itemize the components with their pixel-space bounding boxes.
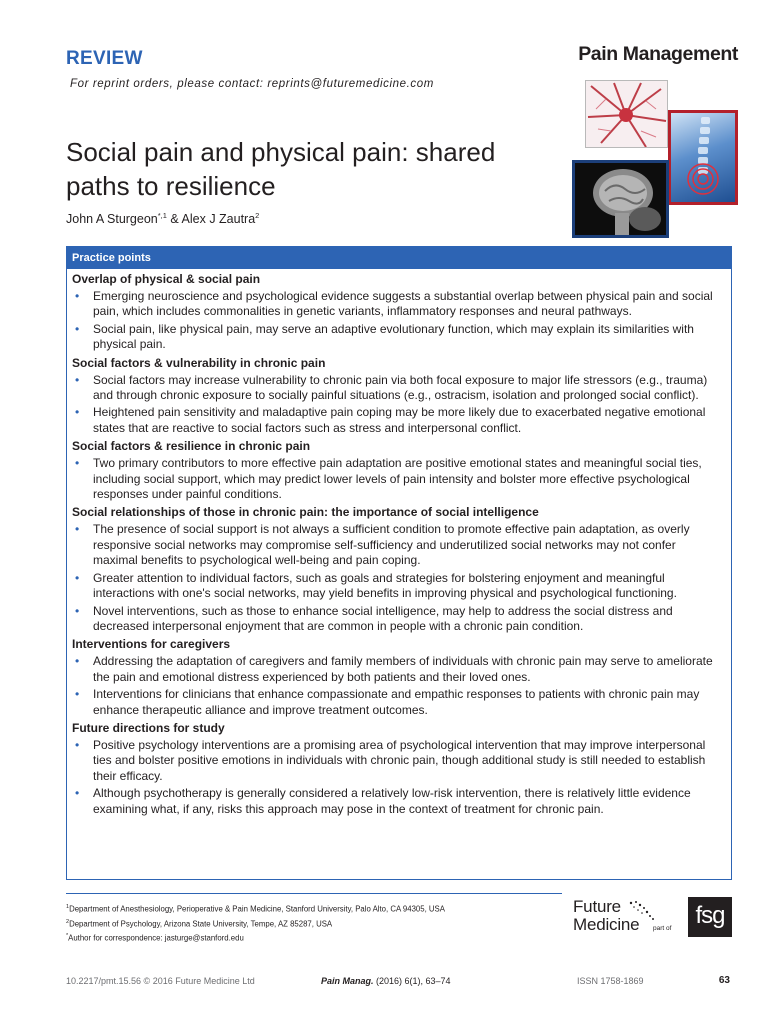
footer-doi: 10.2217/pmt.15.56 © 2016 Future Medicine Ltd [66, 976, 255, 986]
footer-issn: ISSN 1758-1869 [577, 976, 644, 986]
author-affiliation-mark: *,1 [157, 211, 167, 220]
cover-image-spine [668, 110, 738, 205]
author-name: Alex J Zautra [181, 212, 256, 227]
bullet-icon: • [75, 456, 80, 471]
footnote-divider [66, 893, 562, 894]
footnote-text: Author for correspondence: jasturge@stanford.edu [68, 933, 244, 943]
bullet-text: Positive psychology interventions are a promising area of psychological intervention that may improve interpersonal ties and bolster positive emotions in individuals with chronic pain, though additional study is still needed to establish their efficacy. [93, 737, 706, 783]
section-heading: Interventions for caregivers [72, 637, 231, 652]
article-title: Social pain and physical pain: shared paths to resilience [66, 137, 496, 201]
bullet-icon: • [75, 372, 80, 387]
bullet-item [72, 373, 723, 404]
logo-word-future: Future [573, 897, 621, 916]
bullet-icon: • [75, 654, 80, 669]
footnote-text: Department of Anesthesiology, Perioperative & Pain Medicine, Stanford University, Palo Alto, CA 94305, USA [69, 904, 445, 914]
section-heading: Overlap of physical & social pain [72, 272, 261, 286]
footnote-mark: 1 [66, 904, 70, 910]
bullet-item [72, 289, 723, 320]
bullet-item [72, 405, 723, 436]
footnote-mark: 2 [66, 918, 70, 925]
section-heading: Future directions for study [72, 720, 225, 735]
bullet-item [72, 687, 723, 718]
bullet-icon: • [75, 570, 80, 585]
logo-word-medicine: Medicine [573, 915, 640, 934]
bullet-text: Although psychotherapy is generally considered a relatively low-risk intervention, there is relatively little evidence examining what, if any, risks this approach may pose in the context of treatment for chronic pain. [93, 786, 691, 816]
footnote-text: Department of Psychology, Arizona State University, Tempe, AZ 85287, USA [69, 919, 333, 929]
logo-part-of: part of [653, 925, 672, 932]
bullet-item [72, 322, 723, 353]
bullet-icon: • [75, 321, 80, 336]
footer-citation [321, 976, 451, 986]
cover-image-nerve [585, 80, 668, 148]
practice-points-section [67, 272, 731, 353]
future-medicine-logo [573, 897, 683, 939]
fsg-logo: fsg [688, 897, 732, 937]
page-number: 63 [718, 975, 730, 986]
footnote [66, 916, 445, 931]
practice-points-box [66, 246, 732, 880]
footer-citation-details: (2016) 6(1), 63–74 [373, 976, 451, 986]
author-affiliation-mark: 2 [255, 211, 260, 220]
bullet-text: Emerging neuroscience and psychological evidence suggests a substantial overlap between physical pain and social pain, which includes commonalities in genetic variants, inflammatory responses and neural pathways. [93, 289, 713, 319]
bullet-item [72, 456, 723, 502]
bullet-item [72, 522, 723, 568]
footnote [66, 901, 445, 916]
bullet-item [72, 738, 723, 784]
bullet-text: Addressing the adaptation of caregivers and family members of individuals with chronic pain may serve to ameliorate the pain and emotional distress experienced by both patients and their loved ones. [93, 654, 713, 684]
bullet-icon: • [75, 522, 80, 537]
bullet-icon: • [75, 737, 80, 752]
author-separator: & [166, 212, 182, 227]
bullet-item [72, 604, 723, 635]
bullet-text: The presence of social support is not always a sufficient condition to promote effective pain adaptation, as overly responsive social networks may compromise self-sufficiency and underutilized social networks may not confer maximal benefits to psychological well-being and pain coping. [93, 522, 690, 568]
journal-name: Pain Management [578, 43, 738, 65]
bullet-icon: • [75, 603, 80, 618]
footnote-mark: * [66, 933, 69, 940]
section-label: REVIEW [66, 48, 143, 69]
bullet-icon: • [75, 687, 80, 702]
bullet-icon: • [75, 405, 80, 420]
bullet-item [72, 571, 723, 602]
practice-points-section [67, 439, 731, 502]
bullet-icon: • [75, 289, 80, 303]
section-heading: Social factors & resilience in chronic pain [72, 439, 311, 454]
section-heading: Social relationships of those in chronic pain: the importance of social intelligence [72, 505, 539, 520]
practice-points-section [67, 505, 731, 634]
cover-image-brain [572, 160, 669, 238]
bullet-text: Two primary contributors to more effective pain adaptation are positive emotional states and meaningful social ties, including social support, which may predict lower levels of pain intensity and bolster more effective psychological responses under painful conditions. [93, 456, 702, 502]
bullet-item [72, 654, 723, 685]
bullet-text: Social pain, like physical pain, may serve an adaptive evolutionary function, which may explain its similarities with physical pain. [93, 321, 694, 352]
author-list [66, 211, 259, 226]
practice-points-section [67, 637, 731, 718]
author-name: John A Sturgeon [66, 212, 158, 227]
bullet-text: Interventions for clinicians that enhance compassionate and empathic responses to patients with chronic pain may enhance therapeutic alliance and improve treatment outcomes. [93, 687, 700, 717]
footnotes [66, 901, 445, 945]
footer-journal-abbrev: Pain Manag. [321, 976, 374, 986]
practice-points-section [67, 356, 731, 437]
bullet-text: Greater attention to individual factors, such as goals and strategies for bolstering enjoyment and meaningful interactions with one's social networks, may yield benefits in improving physical and psychological functioning. [93, 570, 677, 601]
section-heading: Social factors & vulnerability in chronic pain [72, 355, 326, 370]
bullet-item [72, 786, 723, 817]
bullet-icon: • [75, 786, 80, 801]
bullet-text: Novel interventions, such as those to enhance social intelligence, may help to address the social distress and decreased interpersonal enjoyment that are common in people with a chronic pain condition. [93, 603, 673, 633]
practice-points-header: Practice points [67, 247, 731, 269]
footnote [66, 930, 445, 945]
practice-points-section [67, 721, 731, 817]
bullet-text: Social factors may increase vulnerability to chronic pain via both focal exposure to major life stressors (e.g., trauma) and through chronic exposure to socially painful situations (e.g., ostracism, isolation and prolonged social conflict). [93, 372, 708, 403]
bullet-text: Heightened pain sensitivity and maladaptive pain coping may be more likely due to exacerbated negative emotional states that are reactive to social factors such as stress and interpersonal conflict. [93, 405, 706, 435]
reprint-notice: For reprint orders, please contact: reprints@futuremedicine.com [70, 78, 434, 90]
